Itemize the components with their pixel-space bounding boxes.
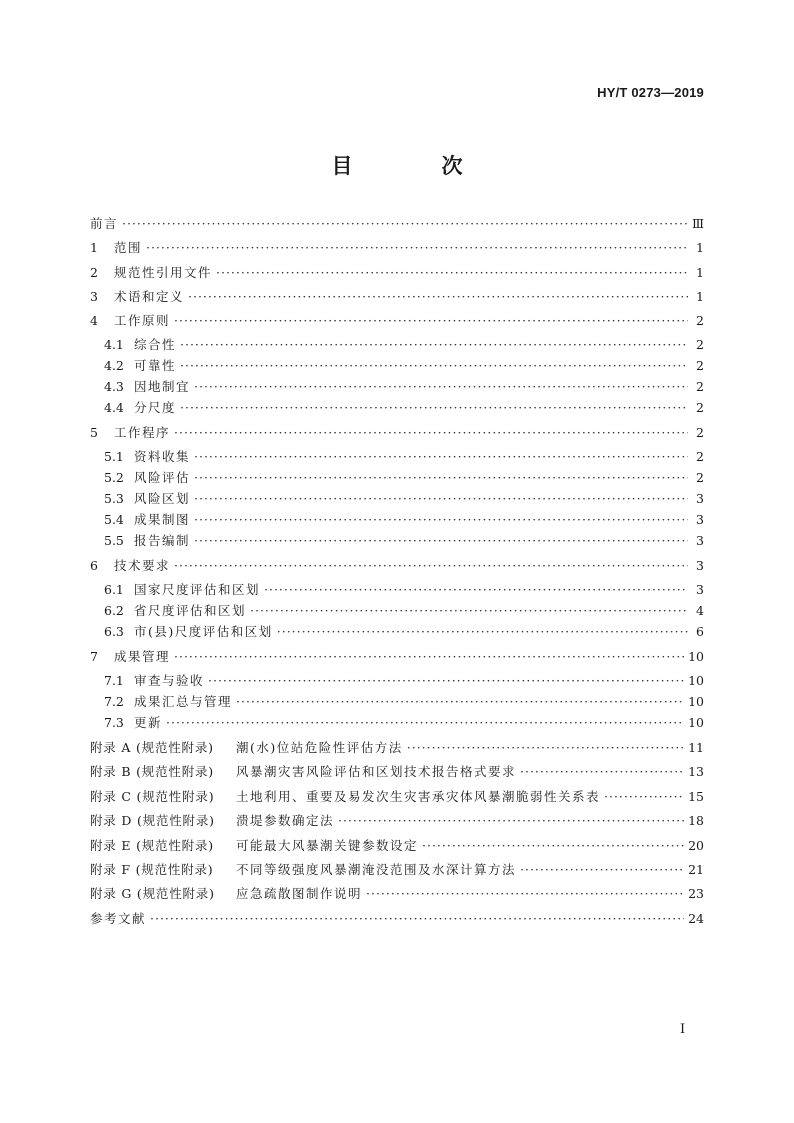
toc-entry-title: 术语和定义 [114,289,185,304]
toc-entry-page: 1 [696,240,704,255]
toc-entry-page: 24 [688,911,704,926]
dot-leader [122,216,688,232]
toc-entry[interactable] [90,289,704,305]
toc-entry-title: 成果管理 [114,649,171,664]
toc-entry-page: 3 [696,558,704,573]
appendix-prefix: 附录 C (规范性附录) [90,789,215,804]
dot-leader [174,649,684,665]
dot-leader [338,813,684,829]
toc-entry-number: 5.4 [104,512,124,527]
toc-entry-title: 土地利用、重要及易发次生灾害承灾体风暴潮脆弱性关系表 [236,789,601,804]
toc-entry-title: 范围 [114,240,143,255]
toc-entry[interactable] [90,715,704,731]
toc-entry-page: 3 [696,533,704,548]
appendix-prefix: 附录 E (规范性附录) [90,838,214,853]
dot-leader [174,425,688,441]
toc-entry-page: 15 [688,789,704,804]
dot-leader [407,740,684,756]
toc-entry-title: 技术要求 [114,558,171,573]
appendix-prefix: 附录 F (规范性附录) [90,862,214,877]
toc-entry-page: 11 [688,740,704,755]
dot-leader [180,337,688,353]
dot-leader [194,449,688,465]
dot-leader [174,558,688,574]
toc-entry-title: 综合性 [134,337,177,352]
toc-entry[interactable] [90,789,704,805]
toc-entry-title: 可能最大风暴潮关键参数设定 [236,838,419,853]
toc-entry[interactable] [90,533,704,549]
toc-entry-number: 7.3 [104,715,124,730]
toc-entry[interactable] [90,558,704,574]
toc-entry-title: 分尺度 [134,400,177,415]
toc-entry-title: 前言 [90,216,119,231]
toc-entry[interactable] [90,491,704,507]
toc-entry-page: 10 [688,673,704,688]
toc-entry-number: 4 [90,313,98,328]
toc-entry-title: 资料收集 [134,449,191,464]
dot-leader [264,582,688,598]
toc-entry-page: 2 [696,313,704,328]
toc-entry[interactable] [90,673,704,689]
toc-entry-title: 市(县)尺度评估和区划 [134,624,273,639]
toc-entry-number: 7.2 [104,694,124,709]
dot-leader [216,265,688,281]
toc-entry-title: 溃堤参数确定法 [236,813,335,828]
toc-entry-number: 6.1 [104,582,124,597]
dot-leader [194,379,688,395]
toc-entry[interactable] [90,337,704,353]
toc-entry[interactable] [90,911,704,927]
toc-entry-number: 4.4 [104,400,124,415]
toc-entry[interactable] [90,216,704,232]
appendix-prefix: 附录 G (规范性附录) [90,886,215,901]
toc-entry[interactable] [90,838,704,854]
toc-entry-number: 4.2 [104,358,124,373]
appendix-prefix: 附录 B (规范性附录) [90,764,214,779]
toc-entry-page: 2 [696,449,704,464]
toc-entry-title: 报告编制 [134,533,191,548]
toc-entry-title: 参考文献 [90,911,147,926]
dot-leader [194,512,688,528]
appendix-prefix: 附录 A (规范性附录) [90,740,214,755]
dot-leader [194,470,688,486]
dot-leader [604,789,684,805]
toc-entry-number: 5.5 [104,533,124,548]
toc-entry-title: 可靠性 [134,358,177,373]
toc-entry-page: 2 [696,358,704,373]
toc-entry[interactable] [90,764,704,780]
toc-entry[interactable] [90,449,704,465]
dot-leader [180,358,688,374]
toc-entry-title: 审查与验收 [134,673,205,688]
toc-entry-page: 3 [696,512,704,527]
toc-entry-title: 国家尺度评估和区划 [134,582,261,597]
toc-entry-page: 23 [688,886,704,901]
toc-entry-number: 6.2 [104,603,124,618]
toc-entry-page: 13 [688,764,704,779]
toc-entry-page: 21 [688,862,704,877]
dot-leader [208,673,684,689]
toc-entry-number: 6.3 [104,624,124,639]
toc-entry-number: 1 [90,240,98,255]
toc-entry-title: 更新 [134,715,163,730]
toc-entry[interactable] [90,379,704,395]
toc-entry-page: 2 [696,470,704,485]
dot-leader [150,911,684,927]
toc-entry-title: 规范性引用文件 [114,265,213,280]
dot-leader [188,289,688,305]
toc-entry-page: 10 [688,715,704,730]
toc-entry-page: 10 [688,649,704,664]
toc-entry-number: 5.2 [104,470,124,485]
toc-entry-page: 3 [696,582,704,597]
dot-leader [180,400,688,416]
dot-leader [194,533,688,549]
toc-entry-page: 4 [696,603,704,618]
toc-entry-number: 4.3 [104,379,124,394]
toc-entry-page: 1 [696,289,704,304]
toc-entry-page: Ⅲ [691,216,704,231]
toc-entry-number: 5.1 [104,449,124,464]
toc-entry-title: 工作原则 [114,313,171,328]
toc-entry-title: 省尺度评估和区划 [134,603,247,618]
toc-entry-page: 2 [696,379,704,394]
toc-entry-number: 7.1 [104,673,124,688]
toc-entry-page: 18 [688,813,704,828]
dot-leader [174,313,688,329]
toc-entry-title: 工作程序 [114,425,171,440]
toc-entry[interactable] [90,313,704,329]
toc-entry-number: 4.1 [104,337,124,352]
toc-entry-title: 风险区划 [134,491,191,506]
dot-leader [194,491,688,507]
toc-entry[interactable] [90,694,704,710]
dot-leader [250,603,688,619]
toc-entry[interactable] [90,740,704,756]
appendix-prefix: 附录 D (规范性附录) [90,813,215,828]
toc-entry[interactable] [90,886,704,902]
toc-entry[interactable] [90,603,704,619]
dot-leader [146,240,688,256]
toc-entry[interactable] [90,512,704,528]
toc-entry[interactable] [90,624,704,640]
toc-entry-title: 因地制宜 [134,379,191,394]
toc-entry[interactable] [90,265,704,281]
toc-entry-number: 2 [90,265,98,280]
toc-entry[interactable] [90,862,704,878]
dot-leader [236,694,684,710]
page-number: I [680,1022,686,1037]
toc-entry-title: 成果汇总与管理 [134,694,233,709]
dot-leader [520,764,684,780]
toc-entry-title: 潮(水)位站危险性评估方法 [236,740,403,755]
toc-entry-number: 3 [90,289,98,304]
dot-leader [166,715,684,731]
toc-entry-page: 2 [696,400,704,415]
toc-entry-page: 1 [696,265,704,280]
toc-entry[interactable] [90,358,704,374]
page-title: 目 次 [331,154,497,178]
toc-entry[interactable] [90,813,704,829]
toc-entry-number: 5.3 [104,491,124,506]
toc-entry-page: 2 [696,425,704,440]
toc-entry-number: 7 [90,649,98,664]
toc-entry-page: 3 [696,491,704,506]
dot-leader [277,624,688,640]
toc-entry-title: 风险评估 [134,470,191,485]
toc-entry[interactable] [90,240,704,256]
toc-entry-title: 风暴潮灾害风险评估和区划技术报告格式要求 [236,764,517,779]
toc-entry-number: 5 [90,425,98,440]
toc-entry[interactable] [90,582,704,598]
toc-entry-title: 不同等级强度风暴潮淹没范围及水深计算方法 [236,862,517,877]
standard-code: HY/T 0273—2019 [597,85,704,100]
dot-leader [520,862,684,878]
toc-entry[interactable] [90,470,704,486]
toc-entry[interactable] [90,400,704,416]
dot-leader [366,886,684,902]
toc-entry-page: 2 [696,337,704,352]
toc-entry-title: 成果制图 [134,512,191,527]
dot-leader [422,838,684,854]
toc-entry-number: 6 [90,558,98,573]
toc-entry-page: 20 [688,838,704,853]
toc-entry[interactable] [90,425,704,441]
toc-entry-title: 应急疏散图制作说明 [236,886,363,901]
toc-entry-page: 6 [696,624,704,639]
toc-entry[interactable] [90,649,704,665]
toc-entry-page: 10 [688,694,704,709]
